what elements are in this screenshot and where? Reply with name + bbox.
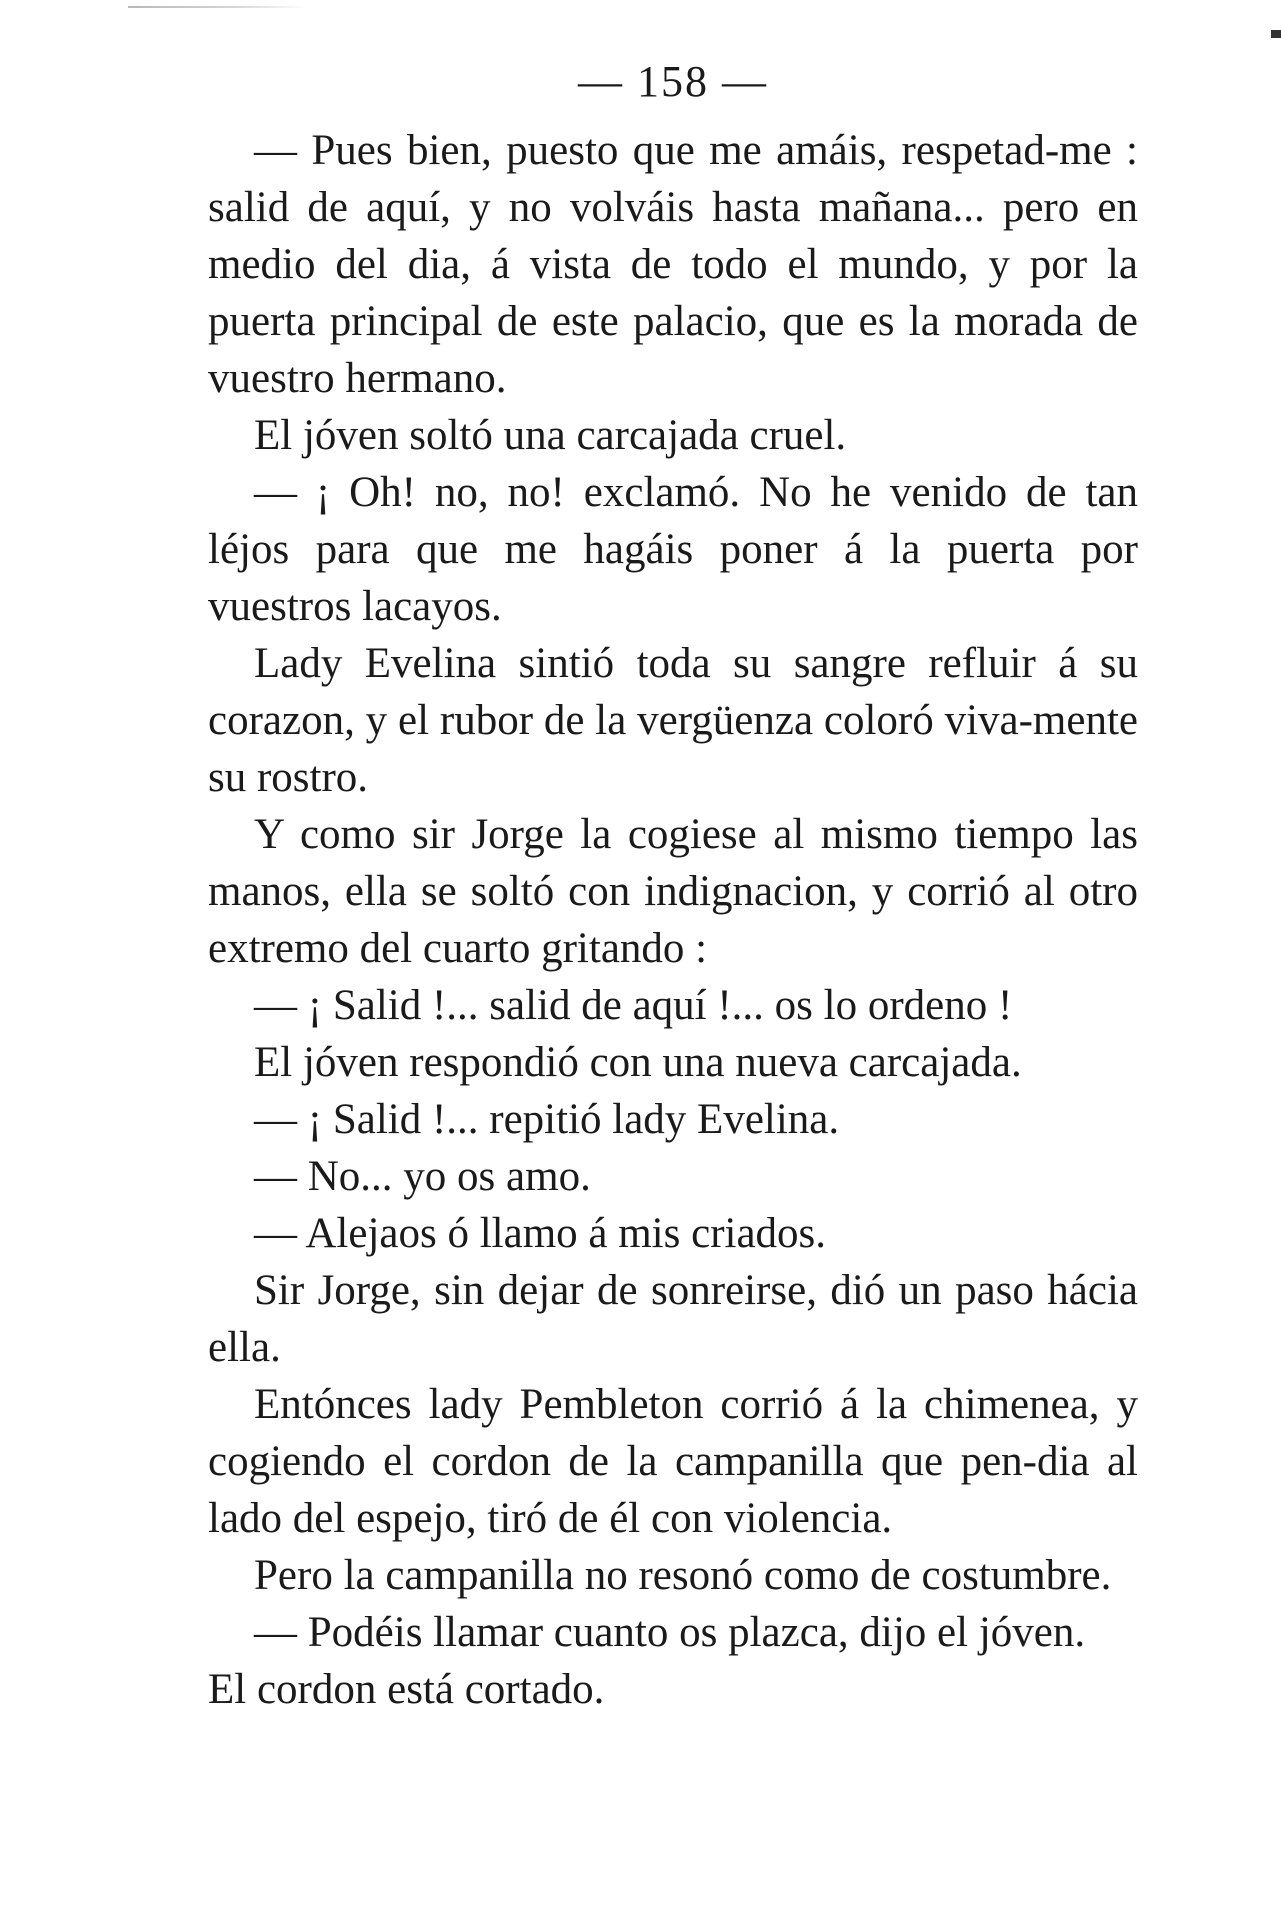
paragraph: — Pues bien, puesto que me amáis, respetad-me : salid de aquí, y no volváis hasta mañana... pero en medio del dia, á vista de todo el mundo, y por la puerta principal de este palacio, que es la morada de vuestro hermano. (208, 127, 1138, 402)
paragraph: El cordon está cortado. (208, 1666, 605, 1713)
body-text (208, 122, 1138, 1718)
paragraph: — ¡ Salid !... repitió lady Evelina. (254, 1096, 840, 1143)
paragraph: — ¡ Salid !... salid de aquí !... os lo ordeno ! (254, 982, 1013, 1029)
paragraph: — ¡ Oh! no, no! exclamó. No he venido de tan léjos para que me hagáis poner á la puerta por vuestros lacayos. (208, 469, 1138, 630)
paragraph: Pero la campanilla no resonó como de costumbre. (254, 1552, 1112, 1599)
scan-corner-mark (1271, 30, 1281, 38)
paragraph: Entónces lady Pembleton corrió á la chimenea, y cogiendo el cordon de la campanilla que pen-dia al lado del espejo, tiró de él con violencia. (208, 1381, 1138, 1542)
page-number: — 158 — (578, 57, 768, 106)
paragraph: — Podéis llamar cuanto os plazca, dijo el jóven. (254, 1609, 1086, 1656)
book-page (208, 54, 1138, 1718)
scan-edge-mark (128, 6, 308, 8)
paragraph: — No... yo os amo. (254, 1153, 591, 1200)
paragraph: Lady Evelina sintió toda su sangre refluir á su corazon, y el rubor de la vergüenza coloró viva-mente su rostro. (208, 640, 1138, 801)
paragraph: — Alejaos ó llamo á mis criados. (254, 1210, 827, 1257)
paragraph: El jóven respondió con una nueva carcajada. (254, 1039, 1022, 1086)
paragraph: Sir Jorge, sin dejar de sonreirse, dió un paso hácia ella. (208, 1267, 1138, 1371)
paragraph: Y como sir Jorge la cogiese al mismo tiempo las manos, ella se soltó con indignacion, y corrió al otro extremo del cuarto gritando : (208, 811, 1138, 972)
paragraph: El jóven soltó una carcajada cruel. (254, 412, 847, 459)
